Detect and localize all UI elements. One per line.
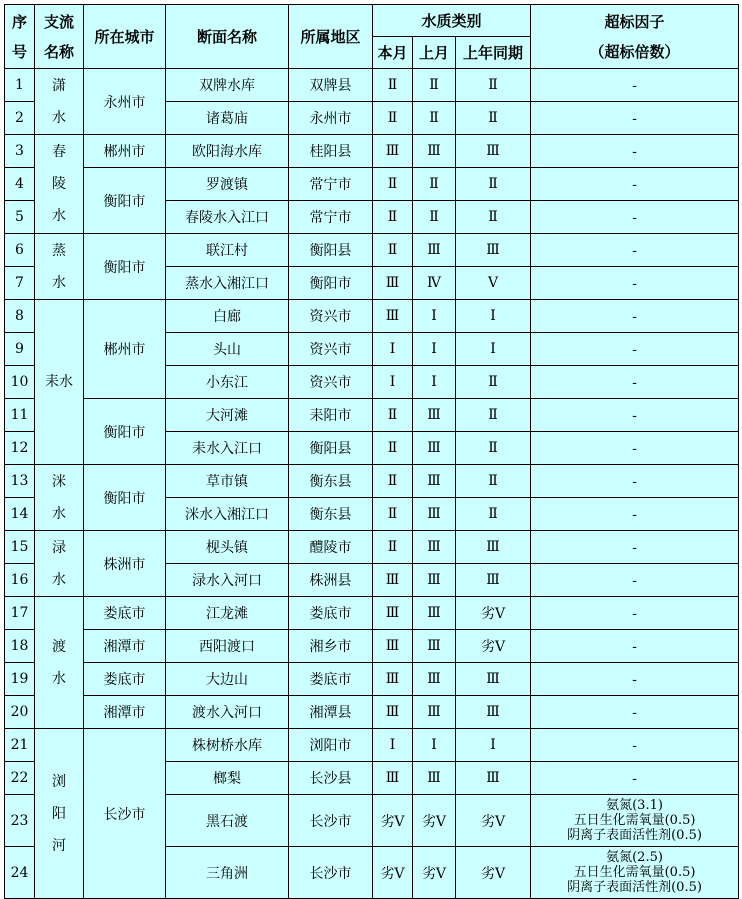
quality-this-month: 劣Ⅴ [373,795,413,847]
section-name: 蒸水入湘江口 [166,267,289,300]
quality-this-month: Ⅲ [373,267,413,300]
city-name: 长沙市 [84,729,166,899]
quality-last-year: Ⅱ [456,168,531,201]
river-name-char: 水 [52,505,66,522]
exceed-factor: - [531,300,739,333]
river-name-char: 水 [52,571,66,588]
section-name: 大边山 [166,663,289,696]
exceed-factor: - [531,696,739,729]
table-row [5,168,739,201]
header-river: 支流 名称 [35,5,84,69]
quality-last-month: Ⅰ [413,366,456,399]
quality-this-month: Ⅱ [373,234,413,267]
quality-last-month: Ⅱ [413,201,456,234]
header-district: 所属地区 [289,5,373,69]
exceed-factor-line: 氨氮(3.1) [606,798,663,813]
district-name: 株洲县 [289,564,373,597]
quality-last-year: Ⅲ [456,234,531,267]
quality-last-month: Ⅰ [413,729,456,762]
exceed-factor: - [531,432,739,465]
exceed-factor: - [531,69,739,102]
quality-this-month: Ⅱ [373,531,413,564]
exceed-factor-line: 五日生化需氧量(0.5) [573,865,696,880]
row-number: 13 [5,465,35,498]
row-number: 8 [5,300,35,333]
city-name: 株洲市 [84,531,166,597]
quality-last-month: Ⅰ [413,300,456,333]
river-name-char: 水 [52,109,66,126]
section-name: 白廊 [166,300,289,333]
row-number: 20 [5,696,35,729]
exceed-factor: - [531,663,739,696]
exceed-factor: - [531,399,739,432]
table-row [5,696,739,729]
river-name-char: 阳 [52,805,66,822]
exceed-factor: - [531,762,739,795]
river-name [35,465,84,531]
quality-this-month: Ⅲ [373,597,413,630]
quality-last-year: 劣Ⅴ [456,597,531,630]
quality-last-month: Ⅲ [413,663,456,696]
row-number: 7 [5,267,35,300]
row-number: 15 [5,531,35,564]
exceed-factor: - [531,498,739,531]
quality-this-month: Ⅱ [373,201,413,234]
table-row [5,69,739,102]
header-quality: 水质类别 [373,5,531,37]
section-name: 三角洲 [166,847,289,899]
section-name: 榔梨 [166,762,289,795]
row-number: 10 [5,366,35,399]
quality-last-month: Ⅲ [413,498,456,531]
river-name: 耒水 [35,300,84,465]
quality-last-month: 劣Ⅴ [413,795,456,847]
table-row [5,531,739,564]
row-number: 4 [5,168,35,201]
quality-this-month: Ⅰ [373,333,413,366]
quality-last-month: Ⅲ [413,531,456,564]
quality-last-year: Ⅱ [456,498,531,531]
exceed-factor: - [531,465,739,498]
quality-last-year: Ⅱ [456,102,531,135]
quality-last-month: Ⅲ [413,234,456,267]
quality-this-month: Ⅱ [373,465,413,498]
header-exceed: 超标因子 （超标倍数） [531,5,739,69]
district-name: 桂阳县 [289,135,373,168]
section-name: 渡水入河口 [166,696,289,729]
quality-last-month: Ⅲ [413,564,456,597]
river-name-char: 陵 [52,176,66,192]
quality-this-month: Ⅲ [373,663,413,696]
quality-this-month: Ⅲ [373,630,413,663]
table-row [5,663,739,696]
quality-last-month: Ⅰ [413,333,456,366]
river-name [35,531,84,597]
section-name: 罗渡镇 [166,168,289,201]
row-number: 9 [5,333,35,366]
quality-this-month: Ⅲ [373,762,413,795]
city-name: 娄底市 [84,663,166,696]
section-name: 枧头镇 [166,531,289,564]
quality-last-month: Ⅱ [413,168,456,201]
river-name [35,234,84,300]
quality-last-year: Ⅱ [456,432,531,465]
header-this-month: 本月 [373,37,413,69]
city-name: 永州市 [84,69,166,135]
row-number: 12 [5,432,35,465]
row-number: 19 [5,663,35,696]
quality-last-year: Ⅴ [456,267,531,300]
exceed-factor [531,847,739,899]
city-name: 衡阳市 [84,234,166,300]
table-row [5,630,739,663]
exceed-factor: - [531,630,739,663]
row-number: 11 [5,399,35,432]
quality-last-year: Ⅱ [456,465,531,498]
exceed-factor: - [531,531,739,564]
row-number: 16 [5,564,35,597]
table-row [5,135,739,168]
exceed-factor: - [531,201,739,234]
quality-last-year: Ⅰ [456,333,531,366]
quality-last-year: Ⅱ [456,201,531,234]
section-name: 草市镇 [166,465,289,498]
district-name: 资兴市 [289,366,373,399]
section-name: 江龙滩 [166,597,289,630]
section-name: 渌水入河口 [166,564,289,597]
exceed-factor-line: 五日生化需氧量(0.5) [573,813,696,828]
quality-this-month: Ⅱ [373,432,413,465]
header-seq: 序 号 [5,5,35,69]
quality-last-year: Ⅲ [456,663,531,696]
row-number: 1 [5,69,35,102]
exceed-factor-line: 阴离子表面活性剂(0.5) [567,828,702,843]
section-name: 联江村 [166,234,289,267]
quality-last-year: Ⅱ [456,399,531,432]
table-row [5,399,739,432]
district-name: 娄底市 [289,663,373,696]
quality-this-month: Ⅲ [373,135,413,168]
table-row [5,465,739,498]
quality-this-month: Ⅰ [373,366,413,399]
exceed-factor: - [531,729,739,762]
quality-last-year: Ⅲ [456,762,531,795]
district-name: 常宁市 [289,201,373,234]
quality-last-month: Ⅲ [413,597,456,630]
quality-this-month: Ⅰ [373,729,413,762]
section-name: 小东江 [166,366,289,399]
city-name: 衡阳市 [84,399,166,465]
exceed-factor: - [531,597,739,630]
quality-this-month: Ⅱ [373,102,413,135]
row-number: 24 [5,847,35,899]
quality-this-month: 劣Ⅴ [373,847,413,899]
quality-last-year: 劣Ⅴ [456,795,531,847]
quality-this-month: Ⅱ [373,399,413,432]
quality-last-year: Ⅰ [456,729,531,762]
quality-last-month: Ⅱ [413,102,456,135]
river-name-char: 渡 [52,638,66,655]
district-name: 衡东县 [289,498,373,531]
water-quality-table [4,4,739,899]
quality-last-month: Ⅲ [413,399,456,432]
row-number: 6 [5,234,35,267]
river-name-char: 潇 [52,77,66,94]
row-number: 3 [5,135,35,168]
river-name-char: 河 [52,837,66,854]
row-number: 21 [5,729,35,762]
quality-this-month: Ⅲ [373,300,413,333]
section-name: 大河滩 [166,399,289,432]
section-name: 欧阳海水库 [166,135,289,168]
district-name: 长沙市 [289,795,373,847]
quality-last-year: Ⅲ [456,135,531,168]
river-name [35,729,84,899]
quality-this-month: Ⅲ [373,696,413,729]
district-name: 永州市 [289,102,373,135]
section-name: 洣水入湘江口 [166,498,289,531]
quality-this-month: Ⅱ [373,168,413,201]
river-name-char: 水 [52,670,66,687]
exceed-factor-line: 阴离子表面活性剂(0.5) [567,880,702,895]
section-name: 头山 [166,333,289,366]
river-name [35,597,84,729]
district-name: 湘乡市 [289,630,373,663]
exceed-factor: - [531,564,739,597]
section-name: 西阳渡口 [166,630,289,663]
row-number: 18 [5,630,35,663]
exceed-factor: - [531,168,739,201]
row-number: 17 [5,597,35,630]
row-number: 5 [5,201,35,234]
exceed-factor: - [531,234,739,267]
section-name: 春陵水入江口 [166,201,289,234]
city-name: 湘潭市 [84,696,166,729]
quality-last-year: Ⅲ [456,696,531,729]
row-number: 2 [5,102,35,135]
city-name: 衡阳市 [84,168,166,234]
district-name: 衡阳县 [289,234,373,267]
river-name-char: 春 [52,144,66,160]
section-name: 双牌水库 [166,69,289,102]
quality-this-month: Ⅱ [373,69,413,102]
district-name: 湘潭县 [289,696,373,729]
district-name: 常宁市 [289,168,373,201]
section-name: 诸葛庙 [166,102,289,135]
quality-last-month: Ⅲ [413,135,456,168]
city-name: 衡阳市 [84,465,166,531]
district-name: 双牌县 [289,69,373,102]
exceed-factor: - [531,267,739,300]
river-name-char: 蒸 [52,242,66,259]
quality-last-year: 劣Ⅴ [456,847,531,899]
district-name: 衡阳县 [289,432,373,465]
city-name: 郴州市 [84,300,166,399]
exceed-factor: - [531,102,739,135]
quality-this-month: Ⅱ [373,498,413,531]
district-name: 耒阳市 [289,399,373,432]
quality-last-year: Ⅲ [456,531,531,564]
quality-last-month: Ⅱ [413,69,456,102]
city-name: 娄底市 [84,597,166,630]
quality-last-month: Ⅲ [413,465,456,498]
city-name: 湘潭市 [84,630,166,663]
exceed-factor: - [531,333,739,366]
district-name: 长沙县 [289,762,373,795]
quality-last-year: Ⅱ [456,366,531,399]
river-name-char: 渌 [52,539,66,556]
quality-last-month: Ⅳ [413,267,456,300]
district-name: 衡东县 [289,465,373,498]
table-row [5,300,739,333]
header-section: 断面名称 [166,5,289,69]
river-name-char: 洣 [52,473,66,490]
table-row [5,729,739,762]
district-name: 资兴市 [289,300,373,333]
quality-this-month: Ⅲ [373,564,413,597]
district-name: 长沙市 [289,847,373,899]
header-last-month: 上月 [413,37,456,69]
river-name [35,135,84,234]
exceed-factor: - [531,366,739,399]
row-number: 22 [5,762,35,795]
quality-last-year: Ⅰ [456,300,531,333]
district-name: 娄底市 [289,597,373,630]
row-number: 14 [5,498,35,531]
river-name-char: 水 [52,208,66,224]
river-name [35,69,84,135]
quality-last-month: Ⅲ [413,432,456,465]
quality-last-year: 劣Ⅴ [456,630,531,663]
quality-last-month: Ⅲ [413,762,456,795]
city-name: 郴州市 [84,135,166,168]
section-name: 耒水入江口 [166,432,289,465]
quality-last-month: Ⅲ [413,696,456,729]
quality-last-month: Ⅲ [413,630,456,663]
table-row [5,234,739,267]
river-name-char: 水 [52,274,66,291]
quality-last-year: Ⅱ [456,69,531,102]
river-name-char: 浏 [52,773,66,790]
district-name: 衡阳市 [289,267,373,300]
quality-last-year: Ⅲ [456,564,531,597]
header-last-year: 上年同期 [456,37,531,69]
quality-last-month: 劣Ⅴ [413,847,456,899]
section-name: 黑石渡 [166,795,289,847]
district-name: 醴陵市 [289,531,373,564]
district-name: 资兴市 [289,333,373,366]
header-city: 所在城市 [84,5,166,69]
exceed-factor [531,795,739,847]
table-row [5,597,739,630]
row-number: 23 [5,795,35,847]
exceed-factor: - [531,135,739,168]
exceed-factor-line: 氨氮(2.5) [606,850,663,865]
district-name: 浏阳市 [289,729,373,762]
section-name: 株树桥水库 [166,729,289,762]
